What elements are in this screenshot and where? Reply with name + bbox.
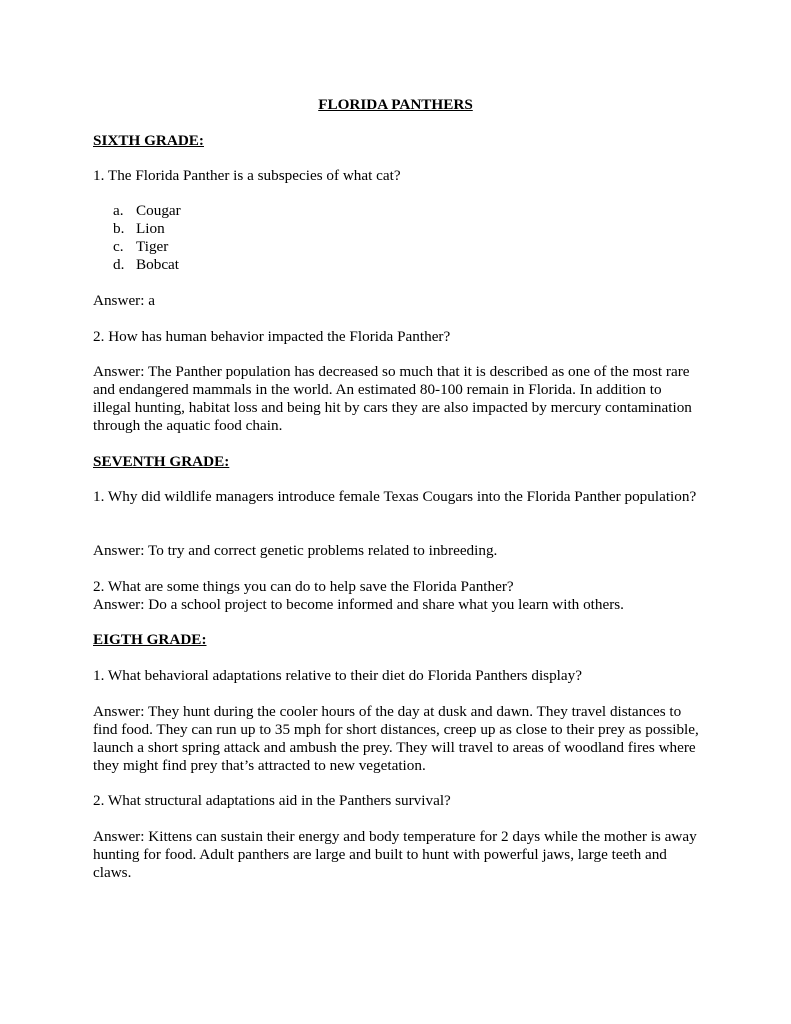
eighth-answer-1: Answer: They hunt during the cooler hours of the day at dusk and dawn. They travel distances to find food. They can run up to 35 mph for short distances, creep up as close to their prey as possible, launch a short spring attack and ambush the prey. They will travel to areas of woodland fires where they might find prey that’s attracted to new vegetation. bbox=[93, 703, 699, 774]
answer-options-list bbox=[113, 202, 181, 274]
option-item bbox=[113, 202, 181, 220]
seventh-answer-1: Answer: To try and correct genetic problems related to inbreeding. bbox=[93, 542, 498, 559]
eighth-answer-2: Answer: Kittens can sustain their energy and body temperature for 2 days while the mother is away hunting for food. Adult panthers are large and built to hunt with powerful jaws, large teeth and claws. bbox=[93, 828, 697, 881]
option-text: Tiger bbox=[136, 238, 169, 255]
seventh-question-1: 1. Why did wildlife managers introduce female Texas Cougars into the Florida Panther population? bbox=[93, 488, 697, 505]
sixth-answer-1: Answer: a bbox=[93, 292, 155, 309]
option-letter: b. bbox=[113, 220, 125, 237]
seventh-question-2: 2. What are some things you can do to help save the Florida Panther? bbox=[93, 578, 514, 595]
option-text: Lion bbox=[136, 220, 165, 237]
seventh-answer-2: Answer: Do a school project to become informed and share what you learn with others. bbox=[93, 596, 624, 613]
option-item bbox=[113, 220, 181, 238]
eighth-question-2: 2. What structural adaptations aid in the Panthers survival? bbox=[93, 792, 451, 809]
option-text: Cougar bbox=[136, 202, 181, 219]
sixth-answer-2: Answer: The Panther population has decreased so much that it is described as one of the most rare and endangered mammals in the world. An estimated 80-100 remain in Florida. In addition to illegal hunting, habitat loss and being hit by cars they are also impacted by mercury contamination through the aquatic food chain. bbox=[93, 363, 692, 434]
sixth-grade-heading: SIXTH GRADE: bbox=[93, 132, 204, 149]
eighth-question-1: 1. What behavioral adaptations relative to their diet do Florida Panthers display? bbox=[93, 667, 582, 684]
seventh-grade-heading: SEVENTH GRADE: bbox=[93, 453, 230, 470]
option-letter: a. bbox=[113, 202, 124, 219]
option-text: Bobcat bbox=[136, 256, 180, 273]
option-item bbox=[113, 238, 181, 256]
eighth-grade-heading: EIGTH GRADE: bbox=[93, 631, 207, 648]
option-item bbox=[113, 256, 181, 274]
page-title: FLORIDA PANTHERS bbox=[318, 96, 473, 113]
option-letter: c. bbox=[113, 238, 124, 255]
sixth-question-2: 2. How has human behavior impacted the Florida Panther? bbox=[93, 328, 451, 345]
sixth-question-1: 1. The Florida Panther is a subspecies of what cat? bbox=[93, 167, 401, 184]
option-letter: d. bbox=[113, 256, 125, 273]
